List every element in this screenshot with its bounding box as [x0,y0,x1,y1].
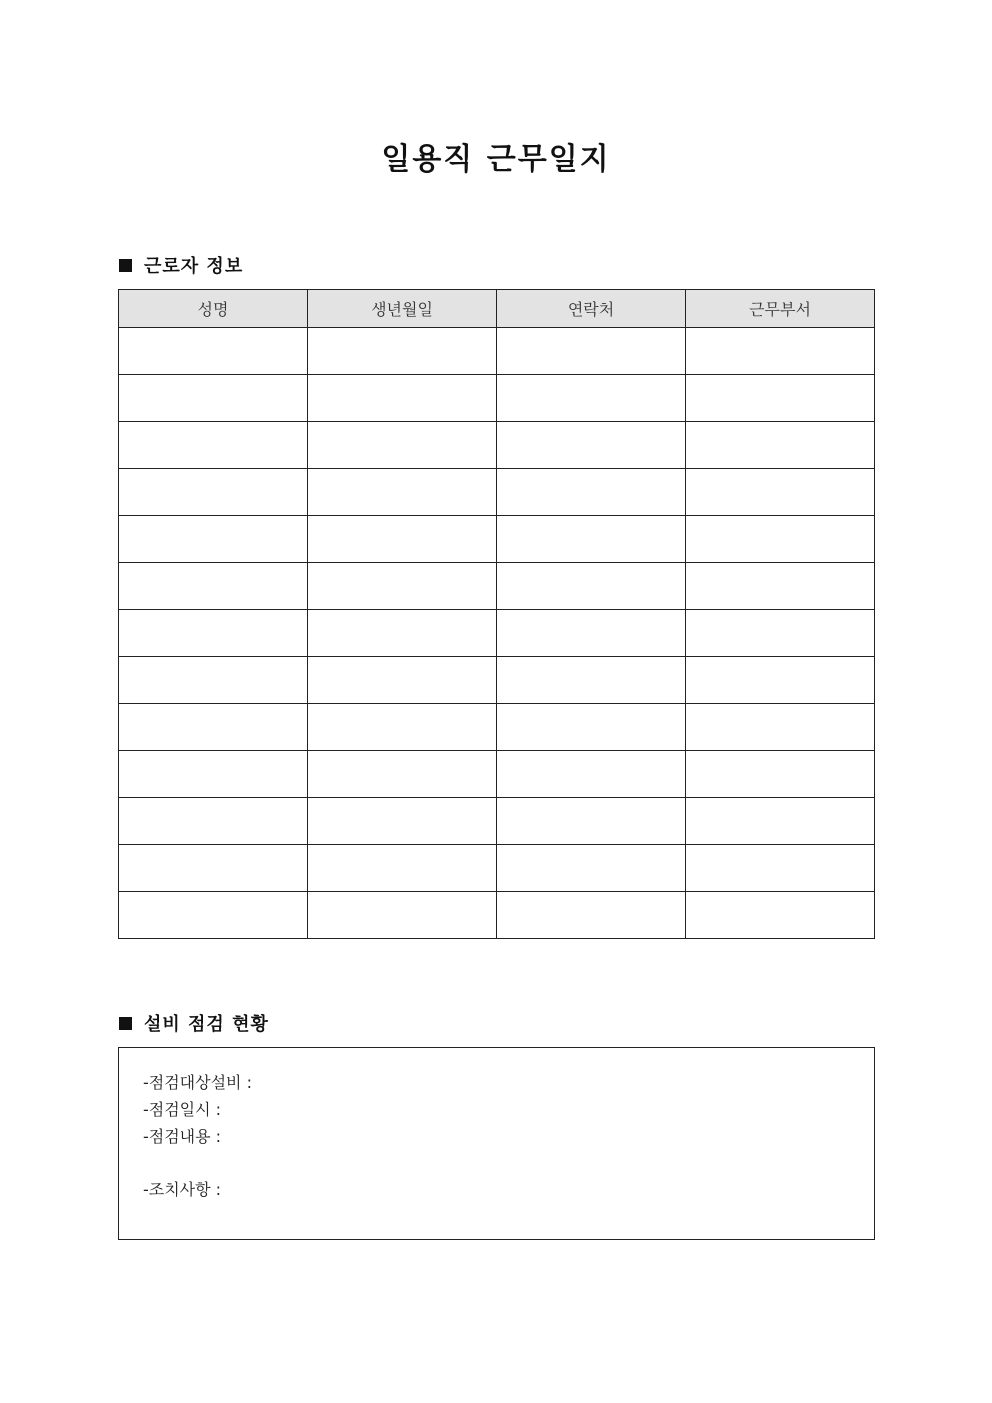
contact-cell[interactable] [497,563,686,610]
table-row [119,469,875,516]
name-cell[interactable] [119,704,308,751]
name-cell[interactable] [119,892,308,939]
column-header-name: 성명 [119,290,308,328]
contact-cell[interactable] [497,657,686,704]
birthdate-cell[interactable] [308,751,497,798]
inspection-heading-label: 설비 점검 현황 [144,1014,269,1035]
table-row [119,845,875,892]
birthdate-cell[interactable] [308,563,497,610]
name-cell[interactable] [119,422,308,469]
table-row [119,704,875,751]
department-cell[interactable] [686,469,875,516]
black-square-icon [119,1017,132,1030]
table-row [119,375,875,422]
inspection-field-datetime: -점검일시 : [143,1100,222,1119]
contact-cell[interactable] [497,328,686,375]
department-cell[interactable] [686,892,875,939]
birthdate-cell[interactable] [308,892,497,939]
name-cell[interactable] [119,516,308,563]
table-row [119,610,875,657]
birthdate-cell[interactable] [308,845,497,892]
column-header-birthdate: 생년월일 [308,290,497,328]
birthdate-cell[interactable] [308,375,497,422]
table-row [119,328,875,375]
name-cell[interactable] [119,610,308,657]
table-row [119,422,875,469]
birthdate-cell[interactable] [308,422,497,469]
contact-cell[interactable] [497,751,686,798]
table-row [119,892,875,939]
department-cell[interactable] [686,563,875,610]
table-row [119,563,875,610]
worker-info-table [118,289,875,939]
birthdate-cell[interactable] [308,704,497,751]
birthdate-cell[interactable] [308,610,497,657]
department-cell[interactable] [686,845,875,892]
department-cell[interactable] [686,798,875,845]
inspection-field-action: -조치사항 : [143,1180,222,1199]
inspection-field-content: -점검내용 : [143,1127,222,1146]
department-cell[interactable] [686,375,875,422]
table-row [119,798,875,845]
birthdate-cell[interactable] [308,516,497,563]
name-cell[interactable] [119,469,308,516]
birthdate-cell[interactable] [308,328,497,375]
contact-cell[interactable] [497,375,686,422]
department-cell[interactable] [686,610,875,657]
worker-info-heading-label: 근로자 정보 [144,256,244,277]
department-cell[interactable] [686,328,875,375]
column-header-department: 근무부서 [686,290,875,328]
column-header-contact: 연락처 [497,290,686,328]
table-row [119,516,875,563]
black-square-icon [119,259,132,272]
page-title: 일용직 근무일지 [381,142,611,177]
worker-info-heading [119,252,243,278]
name-cell[interactable] [119,375,308,422]
name-cell[interactable] [119,328,308,375]
name-cell[interactable] [119,563,308,610]
inspection-heading [119,1010,269,1036]
birthdate-cell[interactable] [308,657,497,704]
department-cell[interactable] [686,751,875,798]
inspection-field-equipment: -점검대상설비 : [143,1073,252,1092]
department-cell[interactable] [686,704,875,751]
contact-cell[interactable] [497,892,686,939]
name-cell[interactable] [119,751,308,798]
contact-cell[interactable] [497,469,686,516]
contact-cell[interactable] [497,798,686,845]
department-cell[interactable] [686,657,875,704]
contact-cell[interactable] [497,516,686,563]
table-row [119,657,875,704]
table-header-row [119,290,875,328]
inspection-box[interactable] [118,1047,875,1240]
contact-cell[interactable] [497,610,686,657]
department-cell[interactable] [686,516,875,563]
table-row [119,751,875,798]
birthdate-cell[interactable] [308,798,497,845]
birthdate-cell[interactable] [308,469,497,516]
department-cell[interactable] [686,422,875,469]
name-cell[interactable] [119,798,308,845]
contact-cell[interactable] [497,422,686,469]
contact-cell[interactable] [497,845,686,892]
name-cell[interactable] [119,657,308,704]
contact-cell[interactable] [497,704,686,751]
name-cell[interactable] [119,845,308,892]
